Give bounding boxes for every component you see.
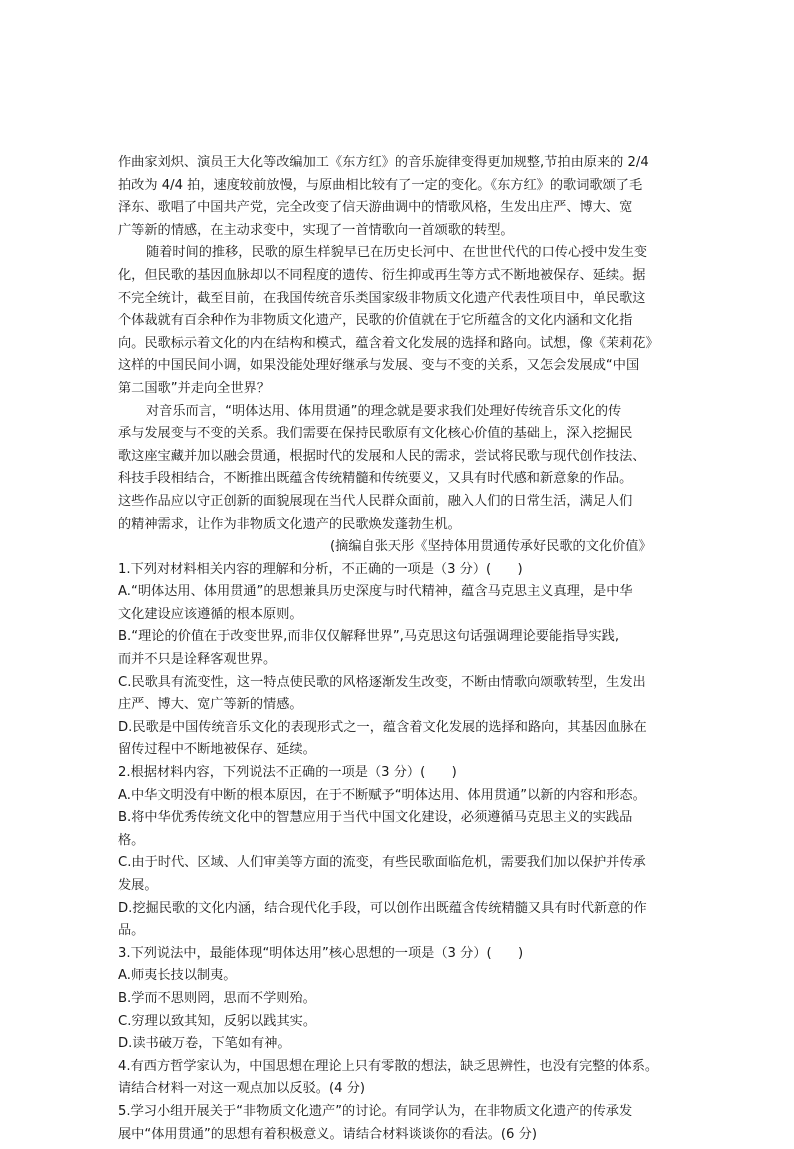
passage-paragraph-1 bbox=[118, 152, 684, 242]
option-b: B.“理论的价值在于改变世界,而非仅仅解释世界”,马克思这句话强调理论要能指导实践, bbox=[118, 629, 620, 645]
question-4 bbox=[118, 1056, 684, 1101]
option-b-cont: 格。 bbox=[118, 832, 145, 848]
text-line: 个体裁就有百余种作为非物质文化遗产，民歌的价值就在于它所蕴含的文化内涵和文化指 bbox=[118, 313, 633, 329]
text-line: 化，但民歌的基因血脉却以不同程度的遗传、衍生抑或再生等方式不断地被保存、延续。据 bbox=[118, 267, 646, 283]
option-a-cont: 文化建设应该遵循的根本原则。 bbox=[118, 606, 303, 622]
option-c: C.民歌具有流变性，这一特点使民歌的风格逐渐发生改变，不断由情歌向颂歌转型，生发出 bbox=[118, 674, 646, 690]
option-d: D.挖掘民歌的文化内涵，结合现代化手段，可以创作出既蕴含传统精髓又具有时代新意的作 bbox=[118, 900, 647, 916]
source-citation: (摘编自张天彤《坚持体用贯通传承好民歌的文化价值》 bbox=[330, 539, 652, 555]
option-b: B.将中华优秀传统文化中的智慧应用于当代中国文化建设，必须遵循马克思主义的实践品 bbox=[118, 810, 633, 826]
option-a: A.“明体达用、体用贯通”的思想兼具历史深度与时代精神，蕴含马克思主义真理，是中华 bbox=[118, 584, 633, 600]
text-line: 拍改为 4/4 拍，速度较前放慢，与原曲相比较有了一定的变化。《东方红》的歌词歌颂了毛 bbox=[118, 177, 643, 193]
text-line: 这些作品应以守正创新的面貌展现在当代人民群众面前，融入人们的日常生活，满足人们 bbox=[118, 493, 633, 509]
text-line: 向。民歌标示着文化的内在结构和模式，蕴含着文化发展的选择和路向。试想，像《茉莉花》 bbox=[118, 335, 659, 351]
text-line: 不完全统计，截至目前，在我国传统音乐类国家级非物质文化遗产代表性项目中，单民歌这 bbox=[118, 290, 646, 306]
text-line: 随着时间的推移，民歌的原生样貌早已在历史长河中、在世世代代的口传心授中发生变 bbox=[146, 245, 648, 261]
question-2 bbox=[118, 762, 684, 943]
option-b: B.学而不思则罔，思而不学则殆。 bbox=[118, 990, 316, 1006]
option-a: A.师夷长技以制夷。 bbox=[118, 968, 237, 984]
text-line: 这样的中国民间小调，如果没能处理好继承与发展、变与不变的关系，又怎会发展成“中国 bbox=[118, 358, 640, 374]
text-line: 承与发展变与不变的关系。我们需要在保持民歌原有文化核心价值的基础上，深入挖掘民 bbox=[118, 426, 633, 442]
option-d: D.读书破万卷，下笔如有神。 bbox=[118, 1036, 291, 1052]
option-b-cont: 而并不只是诠释客观世界。 bbox=[118, 652, 277, 668]
option-d: D.民歌是中国传统音乐文化的表现形式之一，蕴含着文化发展的选择和路向，其基因血脉在 bbox=[118, 719, 647, 735]
question-1 bbox=[118, 559, 684, 762]
question-stem: 4.有西方哲学家认为，中国思想在理论上只有零散的想法，缺乏思辨性，也没有完整的体系。 bbox=[118, 1058, 659, 1074]
option-d-cont: 留传过程中不断地被保存、延续。 bbox=[118, 742, 316, 758]
option-a: A.中华文明没有中断的根本原因，在于不断赋予“明体达用、体用贯通”以新的内容和形态。 bbox=[118, 787, 646, 803]
text-line: 作曲家刘炽、演员王大化等改编加工《东方红》的音乐旋律变得更加规整,节拍由原来的 2/4 bbox=[118, 155, 649, 170]
text-line: 科技手段相结合，不断推出既蕴含传统精髓和传统要义，又具有时代感和新意象的作品。 bbox=[118, 471, 633, 487]
text-line: 广等新的情感，在主动求变中，实现了一首情歌向一首颂歌的转型。 bbox=[118, 222, 514, 238]
option-c: C.由于时代、区域、人们审美等方面的流变，有些民歌面临危机，需要我们加以保护并传承 bbox=[118, 855, 646, 871]
exam-page bbox=[118, 152, 684, 1146]
question-stem: 2.根据材料内容，下列说法不正确的一项是（3 分）( ) bbox=[118, 765, 457, 781]
question-stem: 3.下列说法中，最能体现“明体达用”核心思想的一项是（3 分）( ) bbox=[118, 945, 524, 961]
text-line: 第二国歌”并走向全世界？ bbox=[118, 380, 270, 396]
option-c-cont: 庄严、博大、宽广等新的情感。 bbox=[118, 697, 303, 713]
question-5 bbox=[118, 1101, 684, 1146]
text-line: 泽东、歌唱了中国共产党，完全改变了信天游曲调中的情歌风格，生发出庄严、博大、宽 bbox=[118, 200, 633, 216]
passage-paragraph-3 bbox=[118, 401, 684, 537]
question-stem: 1.下列对材料相关内容的理解和分析，不正确的一项是（3 分）( ) bbox=[118, 561, 523, 577]
text-line: 歌这座宝藏并加以融会贯通，根据时代的发展和人民的需求，尝试将民歌与现代创作技法、 bbox=[118, 448, 646, 464]
option-c: C.穷理以致其知，反躬以践其实。 bbox=[118, 1013, 317, 1029]
question-stem: 5.学习小组开展关于“非物质文化遗产”的讨论。有同学认为，在非物质文化遗产的传承发 bbox=[118, 1103, 633, 1119]
passage-paragraph-2 bbox=[118, 242, 684, 400]
question-3 bbox=[118, 943, 684, 1056]
text-line: 对音乐而言，“明体达用、体用贯通”的理念就是要求我们处理好传统音乐文化的传 bbox=[146, 403, 622, 419]
option-c-cont: 发展。 bbox=[118, 878, 158, 893]
option-d-cont: 品。 bbox=[118, 923, 145, 939]
question-stem-cont: 请结合材料一对这一观点加以反驳。(4 分) bbox=[118, 1081, 366, 1097]
question-stem-cont: 展中“体用贯通”的思想有着积极意义。请结合材料谈谈你的看法。(6 分) bbox=[118, 1126, 537, 1142]
text-line: 的精神需求，让作为非物质文化遗产的民歌焕发蓬勃生机。 bbox=[118, 516, 461, 532]
